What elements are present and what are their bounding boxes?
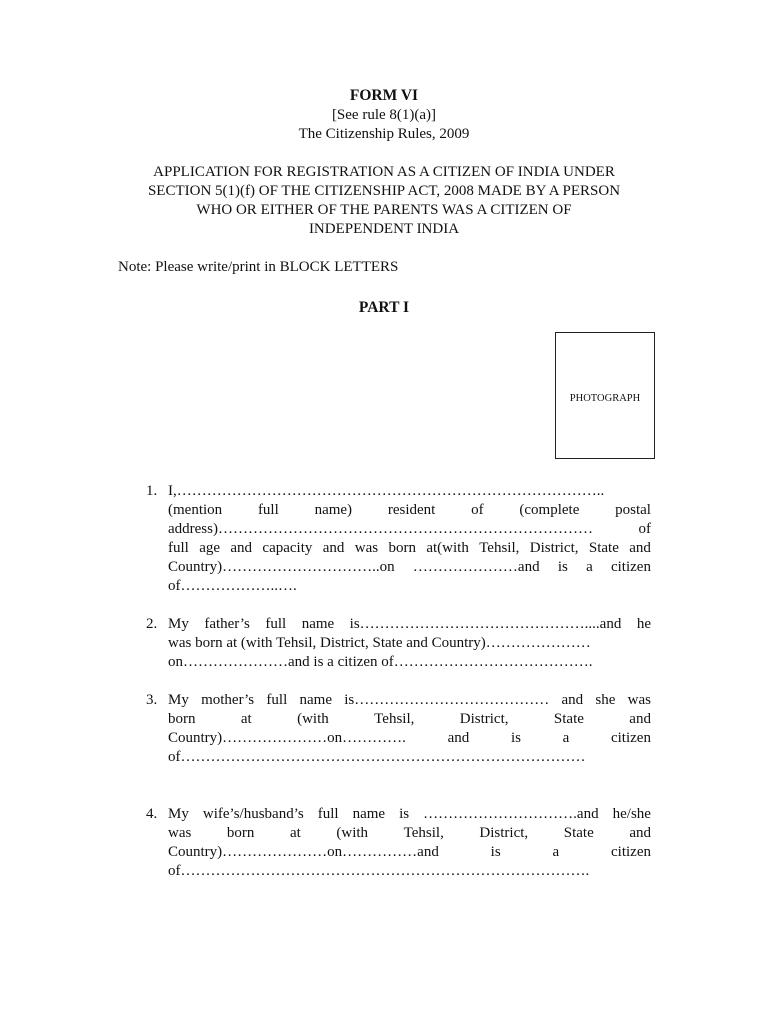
application-title — [0, 163, 768, 239]
word: mother’s — [201, 692, 255, 708]
word: Tehsil, — [374, 711, 415, 727]
word: of — [471, 502, 484, 518]
applicant-name-line[interactable]: I,………………………………………………………………………….. — [168, 483, 605, 499]
word: Tehsil, — [403, 825, 444, 841]
application-title-line: WHO OR EITHER OF THE PARENTS WAS A CITIZEN OF — [196, 202, 572, 218]
word: (with — [297, 711, 329, 727]
word: name — [299, 692, 332, 708]
word: was — [354, 540, 379, 556]
application-title-line: INDEPENDENT INDIA — [308, 221, 460, 237]
word: full — [266, 692, 288, 708]
item-spouse — [146, 805, 651, 881]
word: wife’s/husband’s — [202, 806, 304, 822]
rules-name: The Citizenship Rules, 2009 — [298, 126, 470, 142]
word: age — [199, 540, 221, 556]
item-number: 3. — [146, 692, 158, 708]
item-number: 4. — [146, 806, 158, 822]
word: name — [301, 616, 335, 632]
word: was — [168, 825, 192, 841]
word: Country)…………………on……………and — [168, 844, 439, 860]
word: citizen — [610, 730, 651, 746]
form-items — [146, 482, 651, 881]
mother-citizenship-line[interactable]: of……………………………………………………………………… — [168, 749, 586, 765]
word: born — [168, 711, 196, 727]
item-mother — [146, 691, 651, 767]
word: at(with — [426, 540, 469, 556]
item-applicant — [146, 482, 651, 596]
word: (with — [336, 825, 369, 841]
word: of — [638, 521, 651, 537]
mother-birth-label-line — [168, 710, 651, 729]
word: Country)…………………on…………. — [168, 730, 406, 746]
form-title: FORM VI — [349, 87, 419, 104]
word: and — [629, 540, 651, 556]
word: a — [562, 730, 570, 746]
applicant-address-label-line — [168, 501, 651, 520]
word: was — [627, 692, 651, 708]
applicant-capacity-line — [168, 539, 651, 558]
word: State — [553, 711, 584, 727]
spouse-name-line[interactable] — [168, 805, 651, 824]
word: a — [586, 559, 593, 575]
word: State — [588, 540, 619, 556]
part-heading: PART I — [358, 299, 410, 316]
word: District, — [459, 711, 509, 727]
spouse-citizenship-line[interactable]: of………………………………………………………………………. — [168, 863, 590, 879]
word: address)………………………………………………………………… — [168, 521, 593, 537]
applicant-citizenship-line[interactable]: of………………..…. — [168, 578, 297, 594]
word: and — [230, 540, 253, 556]
item-number: 1. — [146, 483, 158, 499]
word: My — [168, 692, 189, 708]
word: capacity — [262, 540, 313, 556]
application-title-line: APPLICATION FOR REGISTRATION AS A CITIZEN OF INDIA UNDER — [153, 164, 615, 180]
word: is — [557, 559, 568, 575]
word: is………………………………………....and — [349, 616, 622, 632]
item-number: 2. — [146, 616, 158, 632]
word: full — [265, 616, 287, 632]
word: full — [168, 540, 189, 556]
word: and — [561, 692, 584, 708]
word: My — [168, 616, 189, 632]
word: and — [322, 540, 345, 556]
spouse-birth-label-line — [168, 824, 651, 843]
photograph-box[interactable] — [555, 332, 655, 459]
word: …………………and — [412, 559, 540, 575]
word: he/she — [612, 806, 651, 822]
word: District, — [529, 540, 579, 556]
father-birth-line[interactable]: was born at (with Tehsil, District, State and Country)………………… — [168, 635, 591, 651]
note-block-letters: Note: Please write/print in BLOCK LETTERS — [118, 259, 399, 275]
word: My — [168, 806, 189, 822]
word: name) — [314, 502, 353, 518]
word: (mention — [168, 502, 223, 518]
word: full — [317, 806, 339, 822]
rule-reference: [See rule 8(1)(a)] — [331, 107, 437, 123]
word: is — [399, 806, 410, 822]
mother-name-line[interactable] — [168, 691, 651, 710]
word: a — [552, 844, 560, 860]
word: name — [352, 806, 386, 822]
word: is — [490, 844, 501, 860]
word: she — [595, 692, 616, 708]
word: at — [240, 711, 252, 727]
word: resident — [387, 502, 436, 518]
word: is………………………………… — [344, 692, 550, 708]
word: born — [388, 540, 416, 556]
photograph-label: PHOTOGRAPH — [569, 393, 641, 404]
applicant-address-line[interactable] — [168, 520, 651, 539]
word: and — [629, 711, 651, 727]
word: District, — [479, 825, 529, 841]
word: Country)…………………………..on — [168, 559, 395, 575]
word: full — [257, 502, 279, 518]
father-name-line[interactable] — [168, 615, 651, 634]
word: postal — [615, 502, 651, 518]
spouse-birth-line[interactable] — [168, 843, 651, 862]
word: citizen — [610, 559, 651, 575]
word: citizen — [611, 844, 651, 860]
word: State — [563, 825, 594, 841]
word: father’s — [204, 616, 250, 632]
word: and — [629, 825, 651, 841]
applicant-birth-line[interactable] — [168, 558, 651, 577]
father-citizenship-line[interactable]: on…………………and is a citizen of…………………………………. — [168, 654, 593, 670]
word: and — [447, 730, 470, 746]
application-title-line: SECTION 5(1)(f) OF THE CITIZENSHIP ACT, 2008 MADE BY A PERSON — [147, 183, 621, 199]
word: born — [226, 825, 255, 841]
word: is — [510, 730, 521, 746]
word: (complete — [519, 502, 580, 518]
word: at — [289, 825, 301, 841]
mother-birth-line[interactable] — [168, 729, 651, 748]
word: ………………………….and — [423, 806, 599, 822]
word: Tehsil, — [479, 540, 520, 556]
item-father — [146, 615, 651, 672]
word: he — [636, 616, 651, 632]
